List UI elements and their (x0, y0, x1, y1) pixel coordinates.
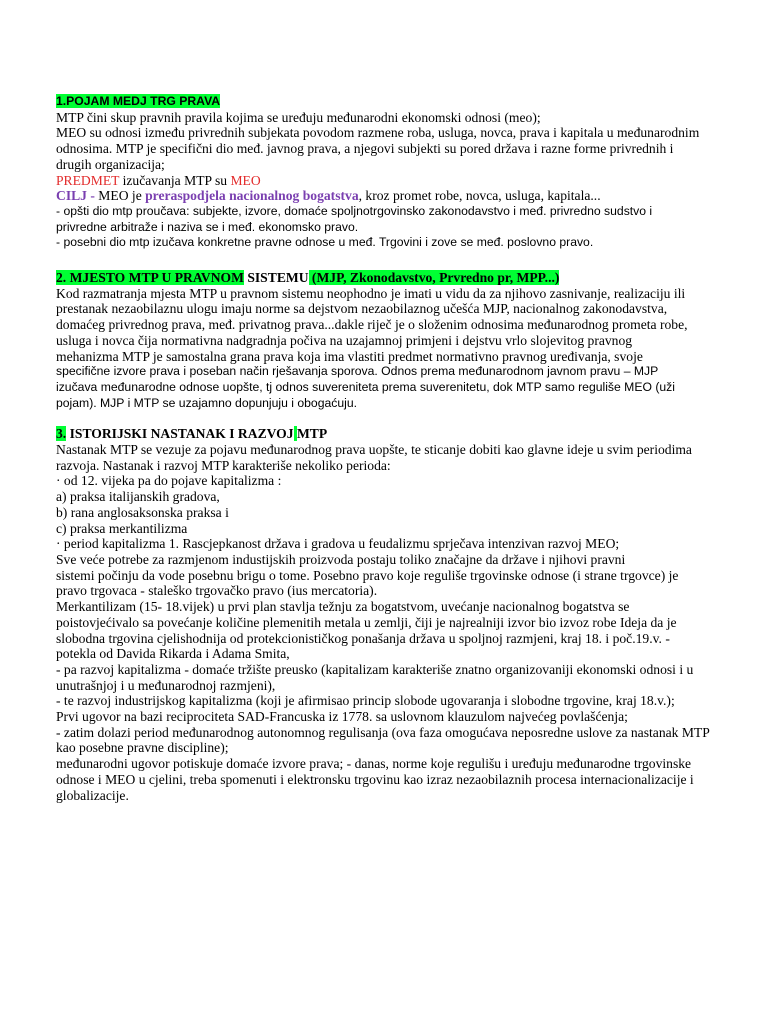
paragraph-line: Kod razmatranja mjesta MTP u pravnom sistemu neophodno je imati u vidu da za njihovo zasnivanje, realizaciju ili (56, 285, 686, 301)
paragraph-line: pojam). MJP i MTP se uzajamno dopunjuju i obogaćuju. (56, 395, 358, 410)
cilj-word: CILJ - (56, 188, 95, 204)
paragraph-line: međunarodni ugovor potiskuje domaće izvore prava; - danas, norme koje regulišu i uređuju međunarodne trgovinske (56, 756, 692, 772)
paragraph-line: · period kapitalizma 1. Rascjepkanost država i gradova u feudalizmu sprječava intenzivan razvoj MEO; (56, 536, 620, 552)
document-body (56, 94, 724, 803)
paragraph-line: poistovjećivalo sa povećanje količine plemenitih metala u zemlji, čiji je najrealniji izvor bio izvoz robe Ideja da je (56, 614, 677, 630)
paragraph-line: unutrašnjoj i u međunarodnoj razmjeni), (56, 677, 276, 693)
section-3-body (56, 442, 724, 803)
cilj-rest: , kroz promet robe, novca, usluga, kapitala... (358, 188, 601, 204)
paragraph-line: Merkantilizam (15- 18.vijek) u prvi plan stavlja težnju za bogatstvom, uvećanje nacionalnog bogatstva se (56, 599, 630, 615)
paragraph-line: - opšti dio mtp proučava: subjekte, izvore, domaće spoljnotrgovinsko zakonodavstvo i međ. privredno sudstvo i (56, 203, 653, 218)
section-1-heading (56, 94, 724, 110)
paragraph-line: usluga i novca čija normativna nadgradnja počiva na uzajamnoj primjeni i dejstvu vrlo slojevitog pravnog (56, 332, 633, 348)
paragraph-line: globalizacije. (56, 787, 129, 803)
paragraph-line: specifične izvore prava i poseban način rješavanja sporova. Odnos prema međunarodnom javnom pravu – MJP (56, 364, 659, 379)
paragraph-line: pravo trgovaca - staleško trgovačko pravo (ius mercatoria). (56, 583, 378, 599)
paragraph-line: kao posebne pravne discipline); (56, 740, 229, 756)
paragraph-line: sistemi počinju da vode posebnu brigu o tome. Posebno pravo koje reguliše trgovinske odnose (i strane trgovce) je (56, 567, 679, 583)
paragraph-line: mehanizma MTP je samostalna grana prava koja ima vlastiti predmet normativno pravnog uređivanja, svoje (56, 348, 643, 364)
heading-highlight: 3. (56, 426, 67, 442)
heading-highlight: 1.POJAM MEDJ TRG PRAVA (56, 94, 221, 108)
predmet-line (56, 173, 724, 189)
paragraph-line: - te razvoj industrijskog kapitalizma (koji je afirmisao princip slobode ugovaranja i slobodne trgovine, kraj 18.v.); (56, 693, 675, 709)
heading-text: SISTEMU (243, 270, 309, 286)
section-3-heading (56, 426, 724, 442)
heading-text: ISTORIJSKI NASTANAK I RAZVOJ (66, 426, 294, 442)
section-2-body (56, 286, 724, 412)
cilj-line (56, 188, 724, 204)
cilj-text: MEO je (94, 188, 146, 204)
paragraph-line: slobodna trgovina cjelishodnija od protekcionističkog ponašanja država u spoljnoj razmjeni, kraj 18. i poč.19.v. - (56, 630, 670, 646)
paragraph-line: Sve veće potrebe za razmjenom industijskih proizvoda postaju toliko značajne da države i njihovi pravni (56, 551, 626, 567)
paragraph-line: c) praksa merkantilizma (56, 520, 188, 536)
paragraph-line: odnosima. MTP je specifični dio međ. javnog prava, a njegovi subjekti su pored država i razne forme privrednih i (56, 141, 674, 157)
paragraph-line: razvoja. Nastanak i razvoj MTP karakteriše nekoliko perioda: (56, 457, 391, 473)
paragraph-line: privredne arbitraže i naziva se i međ. ekonomsko pravo. (56, 219, 359, 234)
paragraph-line: domaćeg privrednog prava, međ. privatnog prava...dakle riječ je o složenim odnosima međunarodnog prometa robe, (56, 317, 688, 333)
paragraph-line: potekla od Davida Rikarda i Adama Smita, (56, 646, 290, 662)
cilj-bold-text: preraspodjela nacionalnog bogatstva (145, 188, 359, 204)
paragraph-line: drugih organizacija; (56, 156, 165, 172)
paragraph-line: Prvi ugovor na bazi reciprociteta SAD-Francuska iz 1778. sa uslovnom klauzulom najvećeg povlašćenja; (56, 709, 628, 725)
paragraph-line: - posebni dio mtp izučava konkretne pravne odnose u međ. Trgovini i zove se međ. poslovno pravo. (56, 235, 594, 250)
paragraph-line: b) rana anglosaksonska praksa i (56, 504, 229, 520)
predmet-text: izučavanja MTP su (119, 172, 231, 188)
paragraph-line: MTP čini skup pravnih pravila kojima se uređuju međunarodni ekonomski odnosi (meo); (56, 109, 541, 125)
paragraph-line: odnose i MEO u cjelini, treba spomenuti i elektronsku trgovinu kao izraz nezaobilaznih procesa internacionalizacije i (56, 771, 694, 787)
paragraph-line: MEO su odnosi između privrednih subjekata povodom razmene roba, usluga, novca, prava i kapitala u međunarodnim (56, 125, 700, 141)
section-2-heading (56, 270, 724, 286)
paragraph-line: Nastanak MTP se vezuje za pojavu međunarodnog prava uopšte, te sticanje dobiti kao glavne ideje u svim periodima (56, 442, 692, 458)
paragraph-line: a) praksa italijanskih gradova, (56, 489, 220, 505)
paragraph-line: - pa razvoj kapitalizma - domaće tržište preusko (kapitalizam karakteriše znatno organizovaniji ekonomski odnosi i u (56, 661, 694, 677)
heading-highlight: (MJP, Zkonodavstvo, Prvredno pr, MPP...) (308, 270, 560, 286)
paragraph-line: izučava međunarodne odnose uopšte, tj odnos suvereniteta prema suverenitetu, dok MTP samo reguliše MEO (uži (56, 379, 675, 394)
paragraph-line: - zatim dolazi period međunarodnog autonomnog regulisanja (ova faza omogućava neposredne uslove za nastanak MTP (56, 724, 710, 740)
paragraph-line: · od 12. vijeka pa do pojave kapitalizma : (56, 473, 282, 489)
predmet-meo: MEO (230, 172, 261, 188)
heading-highlight: 2. MJESTO MTP U PRAVNOM (56, 270, 244, 286)
predmet-word: PREDMET (56, 172, 120, 188)
paragraph-line: prestanak nezaobilaznu ulogu imaju norme sa dejstvom nezaobilaznog učešća MJP, nacionalnog zakonodavstva, (56, 301, 668, 317)
heading-text: MTP (296, 426, 328, 442)
